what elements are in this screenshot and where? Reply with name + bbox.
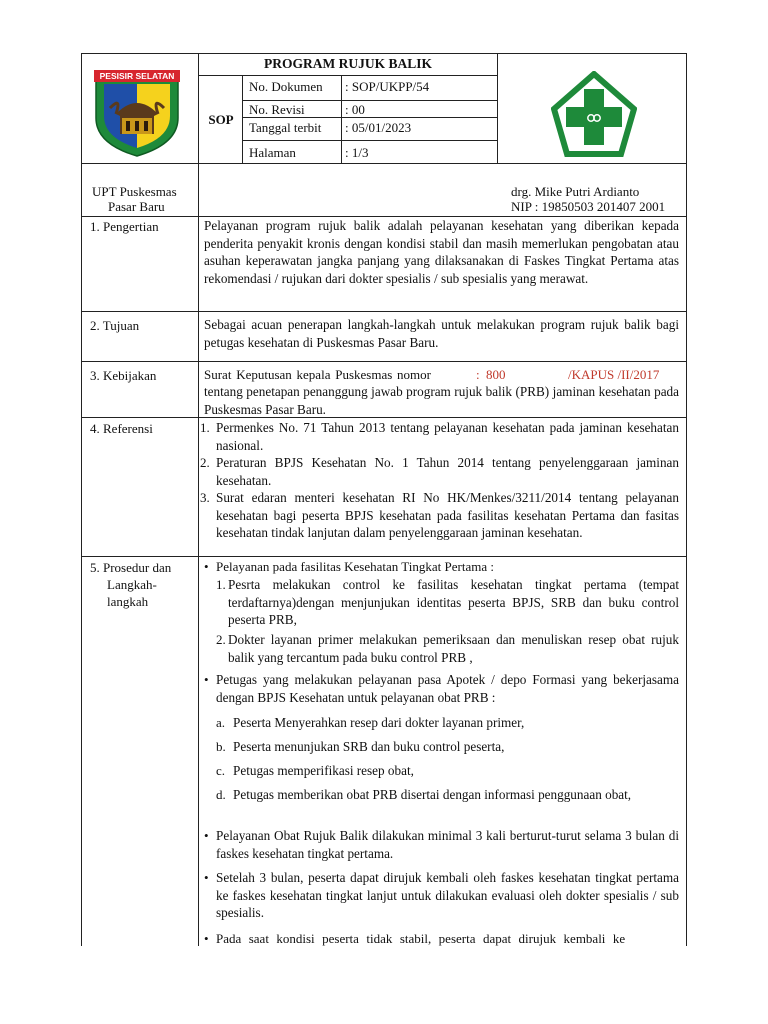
prosedur-sub2-num-b: b.: [216, 739, 226, 754]
section-label-prosedur-3: langkah: [107, 594, 149, 609]
referensi-text-1: Permenkes No. 71 Tahun 2013 tentang pelayanan kesehatan pada jaminan kesehatan nasional.: [216, 420, 679, 453]
prosedur-sub2-text-c: Petugas memperifikasi resep obat,: [233, 763, 414, 778]
prosedur-sub2-num-d: d.: [216, 787, 226, 802]
doc-field-label-halaman: Halaman: [249, 145, 296, 160]
doc-field-value-revisi: : 00: [345, 102, 365, 117]
doc-field-value-dokumen: : SOP/UKPP/54: [345, 79, 430, 94]
kebijakan-colon: :: [476, 367, 480, 382]
section-label-prosedur-1: 5. Prosedur dan: [90, 560, 172, 575]
referensi-text-3: Surat edaran menteri kesehatan RI No HK/Menkes/3211/2014 tentang pelayanan kesehatan bagi peserta BPJS kesehatan pada fasilitas kesehatan Pertama dan fasitas kesehatan tindak lanjutan dalam penyelenggaraan jaminan kesehatan.: [216, 490, 679, 540]
section-label-referensi: 4. Referensi: [90, 421, 153, 436]
sop-label: SOP: [208, 112, 234, 127]
referensi-num-2: 2.: [200, 455, 210, 470]
prosedur-bullet-icon-5: •: [204, 931, 209, 946]
doc-field-value-halaman: : 1/3: [345, 145, 369, 160]
section-label-prosedur-2: Langkah-: [107, 577, 157, 592]
prosedur-bullet-icon-1: •: [204, 559, 209, 574]
org-name-line2: Pasar Baru: [108, 199, 165, 214]
referensi-text-2: Peraturan BPJS Kesehatan No. 1 Tahun 2014 tentang penyelenggaraan jaminan kesehatan.: [216, 455, 679, 488]
prosedur-sub2-num-a: a.: [216, 715, 226, 730]
doc-field-label-revisi: No. Revisi: [249, 102, 305, 117]
section-text-pengertian: Pelayanan program rujuk balik adalah pelayanan kesehatan yang diberikan kepada penderita penyakit kronis dengan kondisi stabil dan masih memerlukan pengobatan atau asuhan keperawatan jangka panjang yang dilaksanakan di Faskes Tingkat Pertama atas rekomendasi / rujukan dari dokter spesialis / sub spesialis yang merawat.: [204, 218, 679, 286]
prosedur-sub2-num-c: c.: [216, 763, 226, 778]
prosedur-sub2-text-a: Peserta Menyerahkan resep dari dokter layanan primer,: [233, 715, 525, 730]
section-label-kebijakan: 3. Kebijakan: [90, 368, 157, 383]
prosedur-sub2-text-b: Peserta menunjukan SRB dan buku control peserta,: [233, 739, 505, 754]
puskesmas-logo: [551, 71, 637, 157]
section-label-tujuan: 2. Tujuan: [90, 318, 140, 333]
section-text-tujuan: Sebagai acuan penerapan langkah-langkah untuk melakukan program rujuk balik bagi petugas kesehatan di Puskesmas Pasar Baru.: [204, 317, 679, 350]
referensi-num-3: 3.: [200, 490, 210, 505]
logo-banner-text: PESISIR SELATAN: [99, 71, 175, 81]
kebijakan-number: 800: [486, 367, 506, 382]
kebijakan-rest: tentang penetapan penanggung jawab program rujuk balik (PRB) jaminan kesehatan pada Puskesmas Pasar Baru.: [204, 384, 679, 417]
org-name-line1: UPT Puskesmas: [92, 184, 177, 199]
prosedur-bullet-icon-4: •: [204, 870, 209, 885]
prosedur-bullet-icon-2: •: [204, 672, 209, 687]
prosedur-sub1-num-1: 1.: [216, 577, 226, 592]
doc-field-label-tanggal: Tanggal terbit: [249, 120, 322, 135]
referensi-num-1: 1.: [200, 420, 210, 435]
prosedur-bullet-1: Pelayanan pada fasilitas Kesehatan Tingkat Pertama :: [216, 559, 494, 574]
prosedur-sub2-text-d: Petugas memberikan obat PRB disertai dengan informasi penggunaan obat,: [233, 787, 632, 802]
prosedur-bullet-4: Setelah 3 bulan, peserta dapat dirujuk kembali oleh faskes kesehatan tingkat pertama ke faskes kesehatan tingkat lanjut untuk dilakukan evaluasi oleh dokter spesialis / sub spesialis.: [216, 870, 679, 920]
prosedur-bullet-icon-3: •: [204, 828, 209, 843]
doc-field-value-tanggal: : 05/01/2023: [345, 120, 412, 135]
prosedur-sub1-text-1: Pesrta melakukan control ke fasilitas kesehatan tingkat pertama (tempat terdaftarnya)dengan menjunjukan identitas peserta BPJS, SRB dan buku control peserta PRB,: [228, 577, 679, 627]
signer-name: drg. Mike Putri Ardianto: [511, 184, 640, 199]
prosedur-bullet-3: Pelayanan Obat Rujuk Balik dilakukan minimal 3 kali berturut-turut selama 3 bulan di faskes kesehatan tingkat pertama.: [216, 828, 679, 861]
signer-nip: NIP : 19850503 201407 2001: [511, 199, 666, 214]
kebijakan-prefix: Surat Keputusan kepala Puskesmas nomor: [204, 367, 431, 382]
prosedur-bullet-5: Pada saat kondisi peserta tidak stabil, peserta dapat dirujuk kembali ke: [216, 931, 626, 946]
doc-field-label-dokumen: No. Dokumen: [249, 79, 323, 94]
prosedur-sub1-num-2: 2.: [216, 632, 226, 647]
prosedur-sub1-text-2: Dokter layanan primer melakukan pemeriksaan dan menuliskan resep obat rujuk balik yang tercantum pada buku control PRB ,: [228, 632, 679, 665]
document-title: PROGRAM RUJUK BALIK: [264, 56, 432, 71]
prosedur-bullet-2: Petugas yang melakukan pelayanan pasa Apotek / depo Formasi yang bekerjasama dengan BPJS Kesehatan untuk pelayanan obat PRB :: [216, 672, 679, 705]
kebijakan-code: /KAPUS /II/2017: [568, 367, 660, 382]
kabupaten-logo: [92, 66, 182, 158]
section-label-pengertian: 1. Pengertian: [90, 219, 159, 234]
